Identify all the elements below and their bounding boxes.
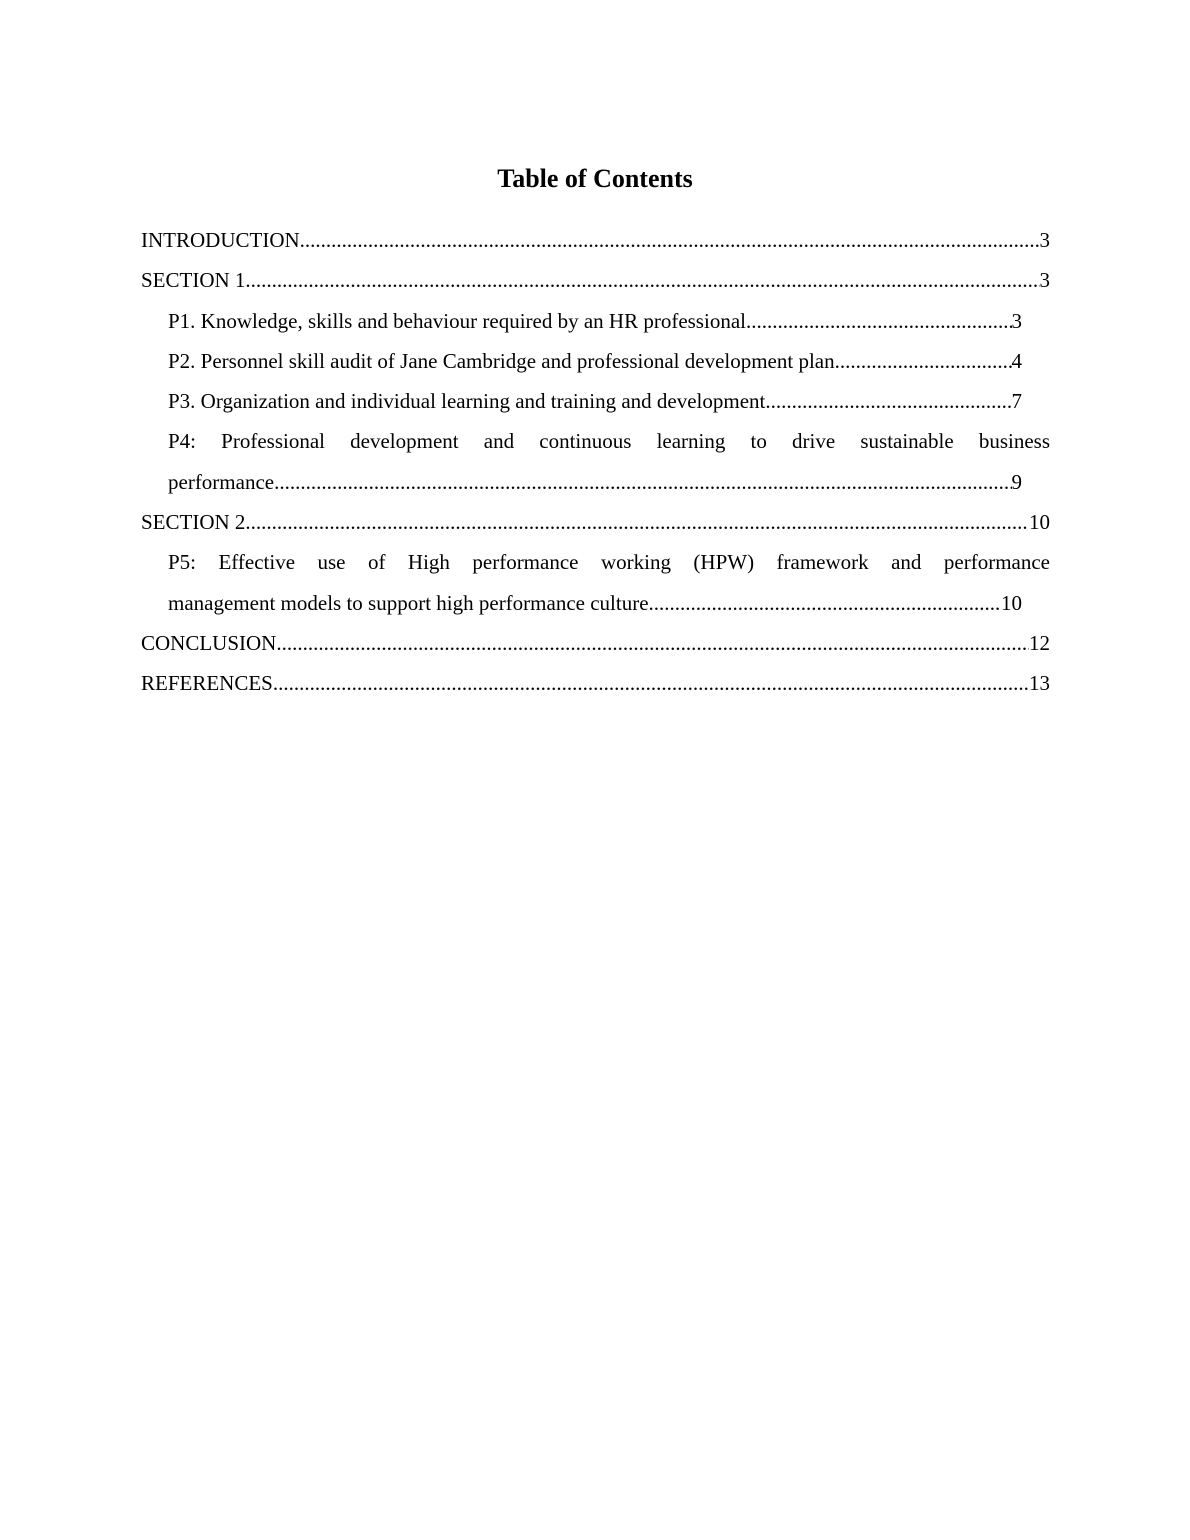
dot-leader [273,663,1029,703]
toc-page-number: 9 [1011,469,1022,494]
page-title: Table of Contents [497,164,693,193]
toc-entry-label: SECTION 1 [141,268,246,293]
dot-leader [245,502,1029,542]
toc-page-number: 3 [1039,268,1050,293]
toc-entry-introduction[interactable] [141,220,1050,260]
toc-entry-label: SECTION 2 [141,510,246,535]
dot-leader [245,260,1039,300]
toc-entry-label-line-1: P5: Effective use of High performance working (HPW) framework and performance [168,550,1050,575]
table-of-contents [141,220,1050,704]
toc-entry-label: P3. Organization and individual learning and training and development [168,389,766,414]
dot-leader [300,220,1040,260]
toc-entry-p4[interactable] [168,421,1050,502]
toc-entry-label: CONCLUSION [141,630,277,655]
toc-page-number: 13 [1029,671,1050,696]
toc-entry-label: INTRODUCTION [141,228,300,252]
toc-entry-section-2[interactable] [141,502,1050,542]
toc-entry-label: REFERENCES [141,671,273,696]
toc-page-number: 12 [1029,630,1050,655]
toc-page-number: 3 [1011,308,1022,333]
toc-page-number: 3 [1039,228,1050,252]
toc-entry-p2[interactable] [168,341,1022,381]
toc-page-number: 10 [1001,590,1022,615]
dot-leader [835,341,1012,381]
toc-entry-label: P2. Personnel skill audit of Jane Cambridge and professional development plan [168,348,835,373]
dot-leader [276,623,1029,663]
toc-entry-section-1[interactable] [141,260,1050,300]
toc-entry-references[interactable] [141,663,1050,703]
toc-entry-conclusion[interactable] [141,623,1050,663]
toc-page-number: 10 [1029,510,1050,535]
toc-entry-p5[interactable] [168,542,1050,623]
toc-entry-label-line-1: P4: Professional development and continuous learning to drive sustainable business [168,429,1050,454]
toc-entry-label: P1. Knowledge, skills and behaviour required by an HR professional [168,308,746,333]
dot-leader [765,381,1011,421]
dot-leader [649,583,1001,623]
dot-leader [274,462,1011,502]
toc-page-number: 4 [1011,348,1022,373]
toc-entry-p1[interactable] [168,301,1022,341]
toc-entry-label-line-2: management models to support high performance culture [168,590,649,615]
toc-entry-label-line-2: performance [168,469,275,494]
toc-entry-p3[interactable] [168,381,1022,421]
toc-page-number: 7 [1011,389,1022,414]
dot-leader [746,301,1012,341]
